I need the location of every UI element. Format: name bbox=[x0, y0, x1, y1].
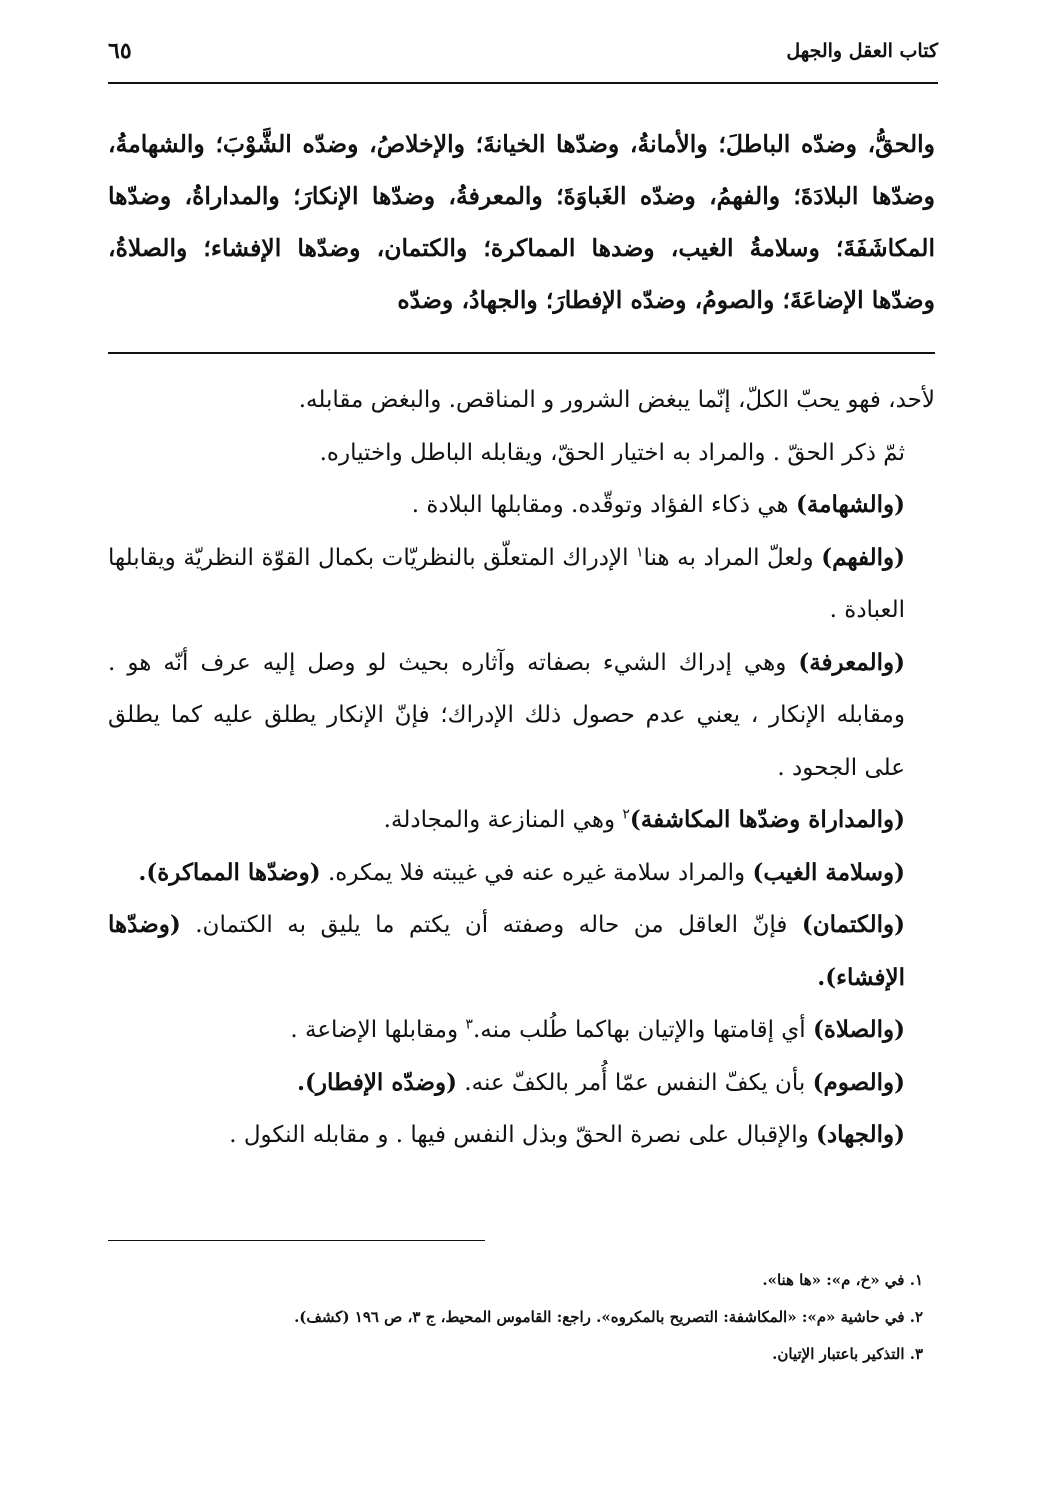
footnote-ref: ٣ bbox=[465, 1016, 473, 1033]
commentary-paragraph: (والمعرفة) وهي إدراك الشيء بصفاته وآثاره بحيث لو وصل إليه عرف أنّه هو . ومقابله الإنكار ، يعني عدم حصول ذلك الإدراك؛ فإنّ الإنكار يطلق عليه كما يطلق على الجحود . bbox=[108, 648, 905, 781]
footnote-separator bbox=[108, 1240, 485, 1241]
commentary-paragraph: (والشهامة) هي ذكاء الفؤاد وتوقّده. ومقابلها البلادة . bbox=[411, 491, 905, 518]
running-header bbox=[108, 34, 938, 84]
commentary-paragraph: (والصوم) بأن يكفّ النفس عمّا أُمر بالكفّ عنه. (وضدّه الإفطار). bbox=[296, 1068, 905, 1096]
commentary-paragraph: (والكتمان) فإنّ العاقل من حاله وصفته أن يكتم ما يليق به الكتمان. (وضدّها الإفشاء). bbox=[108, 911, 905, 991]
commentary-paragraph: (والمداراة وضدّها المكاشفة)$^٢$ وهي المنازعة والمجادلة. bbox=[383, 806, 905, 833]
commentary-paragraph: (والجهاد) والإقبال على نصرة الحقّ وبذل النفس فيها . و مقابله النكول . bbox=[229, 1121, 905, 1148]
book-title: كتاب العقل والجهل bbox=[786, 40, 938, 62]
footnote-ref: ١ bbox=[636, 543, 644, 560]
footnotes-section bbox=[108, 1262, 935, 1373]
commentary-paragraph: (وسلامة الغيب) والمراد سلامة غيره عنه في غيبته فلا يمكره. (وضدّها المماكرة). bbox=[138, 858, 905, 886]
commentary-section bbox=[108, 374, 935, 1162]
page-number: ٦٥ bbox=[108, 38, 132, 64]
footnote: ١. في «خ، م»: «ها هنا». bbox=[762, 1271, 923, 1289]
text-separator-line bbox=[108, 352, 935, 354]
commentary-paragraph: (والصلاة) أي إقامتها والإتيان بهاكما طُلب منه.$^٣$ ومقابلها الإضاعة . bbox=[290, 1016, 905, 1043]
footnote: ٢. في حاشية «م»: «المكاشفة: التصريح بالمكروه». راجع: القاموس المحيط، ج ٣، ص ١٩٦ (كشف). bbox=[294, 1308, 923, 1326]
main-hadith-text bbox=[108, 118, 935, 326]
footnote-ref: ٢ bbox=[622, 806, 630, 823]
main-text-paragraph: والحقُّ، وضدّه الباطلَ؛ والأمانةُ، وضدّها الخيانةَ؛ والإخلاصُ، وضدّه الشَّوْبَ؛ والشهامةُ، وضدّها البلادَةَ؛ والفهمُ، وضدّه الغَباوَةَ؛ والمعرفةُ، وضدّها الإنكارَ؛ والمداراةُ، وضدّها المكاشَفَةَ؛ وسلامةُ الغيب، وضدها المماكرة؛ والكتمان، وضدّها الإفشاء؛ والصلاةُ، وضدّها الإضاعَةَ؛ والصومُ، وضدّه الإفطارَ؛ والجهادُ، وضدّه bbox=[108, 130, 935, 314]
commentary-paragraph: (والفهم) ولعلّ المراد به هنا$^١$ الإدراك المتعلّق بالنظريّات بكمال القوّة النظريّة ويقابلها العبادة . bbox=[108, 543, 906, 623]
commentary-paragraph: ثمّ ذكر الحقّ . والمراد به اختيار الحقّ، ويقابله الباطل واختياره. bbox=[319, 439, 905, 466]
footnote: ٣. التذكير باعتبار الإتيان. bbox=[772, 1345, 923, 1363]
commentary-paragraph: لأحد، فهو يحبّ الكلّ، إنّما يبغض الشرور و المناقص. والبغض مقابله. bbox=[298, 387, 935, 413]
